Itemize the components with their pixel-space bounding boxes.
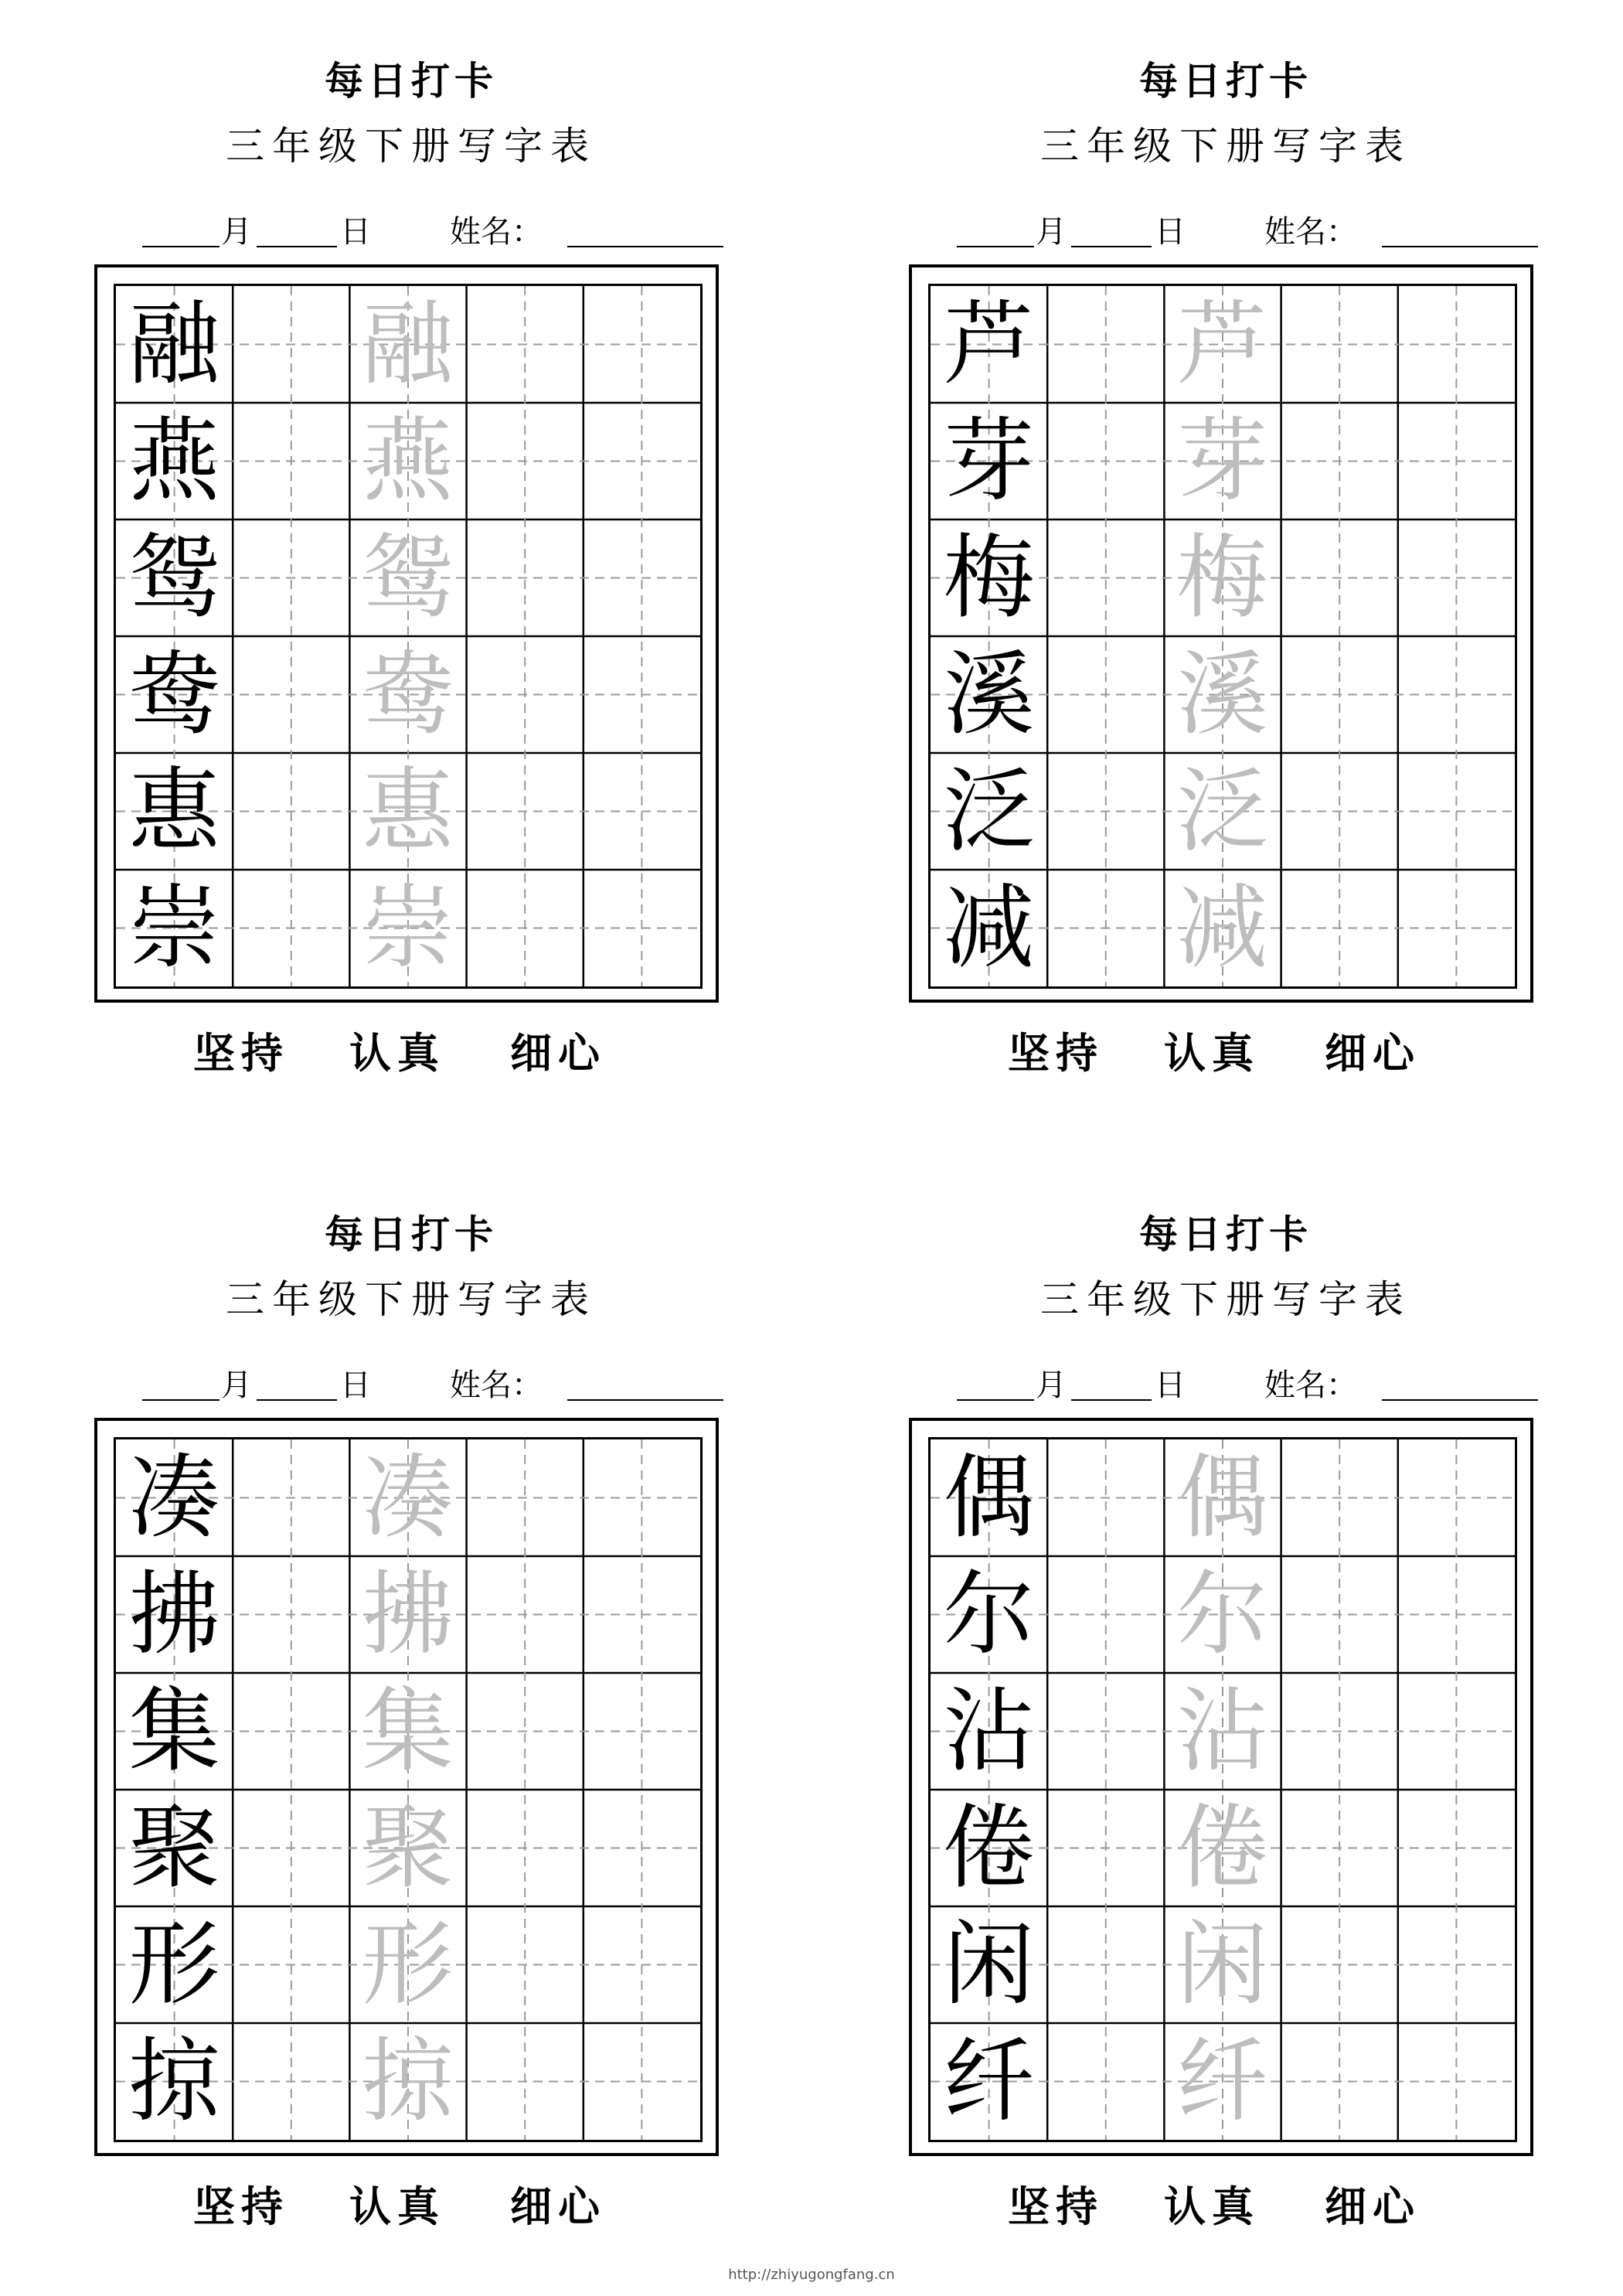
model-character: 尔 xyxy=(943,1561,1035,1667)
practice-grid xyxy=(928,284,1517,989)
month-blank[interactable] xyxy=(142,246,219,247)
motto xyxy=(94,1028,728,1086)
trace-character: 鸳 xyxy=(362,524,454,631)
model-character: 鸯 xyxy=(128,641,220,748)
name-blank[interactable] xyxy=(567,1399,723,1401)
trace-character: 聚 xyxy=(362,1794,454,1901)
model-character: 偶 xyxy=(943,1444,1035,1551)
day-blank[interactable] xyxy=(257,1399,337,1401)
practice-frame xyxy=(909,1418,1533,2156)
trace-character: 掠 xyxy=(362,2028,454,2134)
day-label: 日 xyxy=(1155,1368,1186,1403)
model-character: 集 xyxy=(128,1678,220,1784)
month-label: 月 xyxy=(1036,1368,1067,1403)
trace-character: 溪 xyxy=(1176,641,1268,748)
practice-grid xyxy=(114,284,703,989)
model-character: 崇 xyxy=(128,874,220,981)
model-character: 沾 xyxy=(943,1678,1035,1784)
day-blank[interactable] xyxy=(1071,246,1152,247)
motto-2: 认真 xyxy=(1164,1028,1260,1078)
card-subtitle: 三年级下册写字表 xyxy=(226,1277,597,1322)
info-line xyxy=(909,213,1543,250)
model-character: 闲 xyxy=(943,1911,1035,2018)
day-blank[interactable] xyxy=(257,246,337,247)
trace-character: 沾 xyxy=(1176,1678,1268,1784)
trace-character: 集 xyxy=(362,1678,454,1784)
motto-1: 坚持 xyxy=(1008,2182,1104,2231)
model-character: 纤 xyxy=(943,2028,1035,2134)
month-label: 月 xyxy=(1036,214,1067,250)
name-blank[interactable] xyxy=(1382,1399,1538,1401)
trace-character: 偶 xyxy=(1176,1444,1268,1551)
day-label: 日 xyxy=(1155,214,1186,250)
model-character: 芽 xyxy=(943,407,1035,514)
motto-2: 认真 xyxy=(349,2182,445,2231)
trace-character: 崇 xyxy=(362,874,454,981)
motto xyxy=(94,2182,728,2240)
month-blank[interactable] xyxy=(957,1399,1034,1401)
card-title: 每日打卡 xyxy=(1139,58,1312,104)
name-label: 姓名： xyxy=(450,214,543,250)
practice-grid xyxy=(114,1437,703,2142)
practice-frame xyxy=(94,1418,719,2156)
motto-2: 认真 xyxy=(349,1028,445,1078)
info-line xyxy=(94,213,728,250)
name-label: 姓名： xyxy=(1264,1368,1357,1403)
model-character: 掠 xyxy=(128,2028,220,2134)
char-rows xyxy=(931,286,1515,986)
month-label: 月 xyxy=(221,214,252,250)
motto xyxy=(909,1028,1543,1086)
trace-character: 闲 xyxy=(1176,1911,1268,2018)
trace-character: 泛 xyxy=(1176,758,1268,864)
model-character: 惠 xyxy=(128,758,220,864)
practice-grid xyxy=(928,1437,1517,2142)
motto-3: 细心 xyxy=(1325,1028,1421,1078)
char-rows xyxy=(116,1439,700,2140)
practice-frame xyxy=(94,264,719,1003)
month-blank[interactable] xyxy=(957,246,1034,247)
char-rows xyxy=(116,286,700,986)
trace-character: 惠 xyxy=(362,758,454,864)
info-line xyxy=(909,1367,1543,1404)
trace-character: 鸯 xyxy=(362,641,454,748)
model-character: 泛 xyxy=(943,758,1035,864)
trace-character: 梅 xyxy=(1176,524,1268,631)
trace-character: 燕 xyxy=(362,407,454,514)
name-blank[interactable] xyxy=(1382,246,1538,247)
motto-3: 细心 xyxy=(510,2182,606,2231)
motto-3: 细心 xyxy=(510,1028,606,1078)
trace-character: 芦 xyxy=(1176,291,1268,397)
model-character: 溪 xyxy=(943,641,1035,748)
motto-2: 认真 xyxy=(1164,2182,1260,2231)
card-subtitle: 三年级下册写字表 xyxy=(226,124,597,169)
model-character: 芦 xyxy=(943,291,1035,397)
trace-character: 减 xyxy=(1176,874,1268,981)
trace-character: 融 xyxy=(362,291,454,397)
month-label: 月 xyxy=(221,1368,252,1403)
name-blank[interactable] xyxy=(567,246,723,247)
model-character: 梅 xyxy=(943,524,1035,631)
name-label: 姓名： xyxy=(450,1368,543,1403)
model-character: 融 xyxy=(128,291,220,397)
model-character: 拂 xyxy=(128,1561,220,1667)
trace-character: 凑 xyxy=(362,1444,454,1551)
day-blank[interactable] xyxy=(1071,1399,1152,1401)
trace-character: 尔 xyxy=(1176,1561,1268,1667)
day-label: 日 xyxy=(340,1368,371,1403)
practice-frame xyxy=(909,264,1533,1003)
card-subtitle: 三年级下册写字表 xyxy=(1040,124,1411,169)
card-title: 每日打卡 xyxy=(325,58,498,104)
info-line xyxy=(94,1367,728,1404)
name-label: 姓名： xyxy=(1264,214,1357,250)
motto-1: 坚持 xyxy=(1008,1028,1104,1078)
model-character: 燕 xyxy=(128,407,220,514)
month-blank[interactable] xyxy=(142,1399,219,1401)
motto xyxy=(909,2182,1543,2240)
card-subtitle: 三年级下册写字表 xyxy=(1040,1277,1411,1322)
card-title: 每日打卡 xyxy=(1139,1211,1312,1257)
trace-character: 形 xyxy=(362,1911,454,2018)
model-character: 凑 xyxy=(128,1444,220,1551)
motto-3: 细心 xyxy=(1325,2182,1421,2231)
trace-character: 纤 xyxy=(1176,2028,1268,2134)
model-character: 聚 xyxy=(128,1794,220,1901)
trace-character: 芽 xyxy=(1176,407,1268,514)
model-character: 减 xyxy=(943,874,1035,981)
model-character: 形 xyxy=(128,1911,220,2018)
footer-url: http://zhiyugongfang.cn xyxy=(728,2267,895,2283)
model-character: 鸳 xyxy=(128,524,220,631)
motto-1: 坚持 xyxy=(193,2182,289,2231)
day-label: 日 xyxy=(340,214,371,250)
trace-character: 倦 xyxy=(1176,1794,1268,1901)
model-character: 倦 xyxy=(943,1794,1035,1901)
char-rows xyxy=(931,1439,1515,2140)
card-title: 每日打卡 xyxy=(325,1211,498,1257)
trace-character: 拂 xyxy=(362,1561,454,1667)
motto-1: 坚持 xyxy=(193,1028,289,1078)
